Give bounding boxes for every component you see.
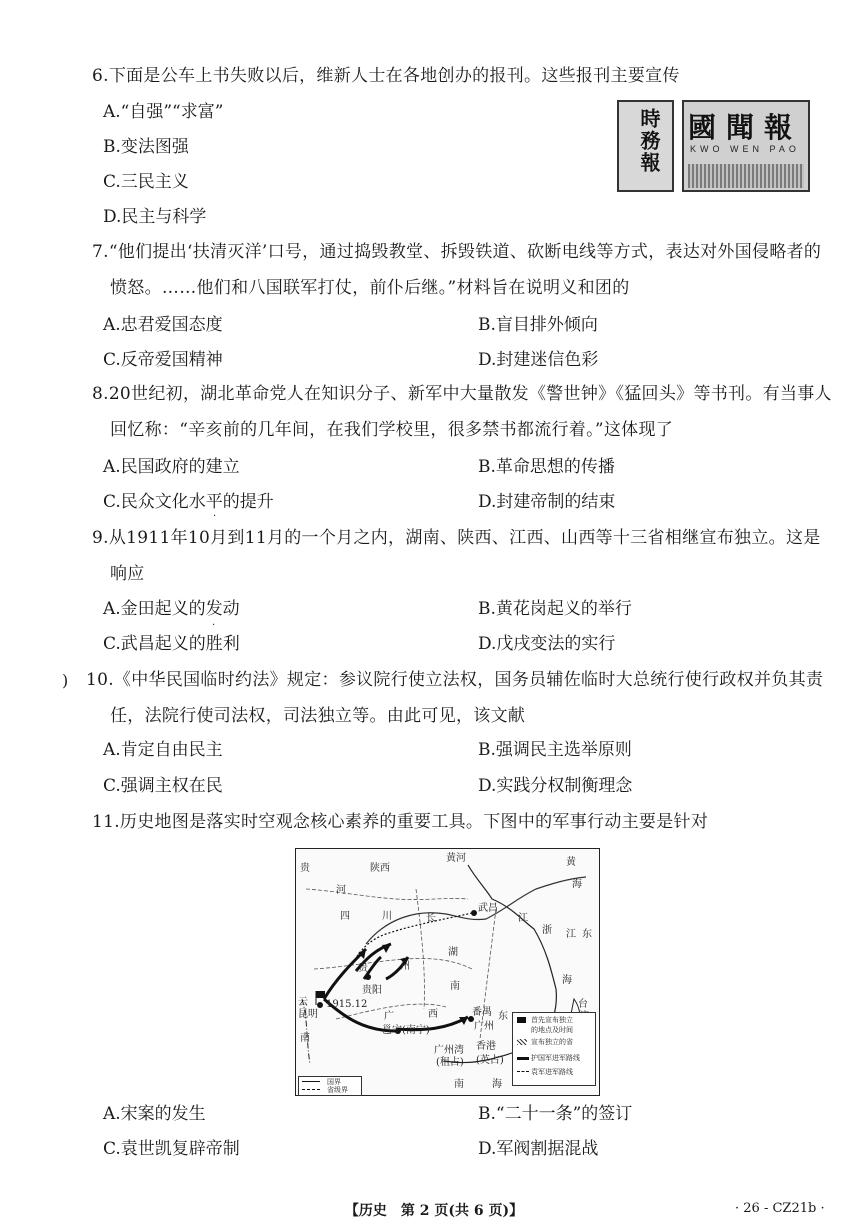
provincial-border — [306, 889, 468, 900]
q11-option-d[interactable]: D.军阀割据混战 — [478, 1139, 599, 1159]
route-arrows — [324, 944, 468, 1031]
q8-option-c[interactable]: C.民众文化水平的提升 — [103, 492, 274, 512]
map-label: (英占) — [476, 1055, 504, 1066]
q7-option-b[interactable]: B.盲目排外倾向 — [478, 315, 598, 335]
q8-option-b[interactable]: B.革命思想的传播 — [478, 457, 615, 477]
legend-provincial-border-icon — [302, 1089, 320, 1090]
map-label: 西 — [428, 1009, 438, 1020]
legend-item: 省级界 — [327, 1086, 348, 1094]
city-dot-guiyang — [365, 974, 371, 980]
exam-code: · 26 - CZ21b · — [735, 1201, 825, 1216]
city-dot-wuchang — [471, 910, 477, 916]
q8-option-a[interactable]: A.民国政府的建立 — [103, 457, 240, 477]
map-label: 贵阳 — [362, 985, 382, 996]
map-label: 南 — [454, 1079, 464, 1090]
legend-item: 首先宣布独立 — [531, 1016, 573, 1024]
yangtze-river — [366, 877, 586, 944]
margin-mark: ) — [62, 671, 69, 690]
map-border-legend — [298, 1076, 362, 1096]
map-label: 东 — [582, 929, 592, 940]
emphasis-dot: · — [212, 620, 216, 631]
map-label: 广州湾 — [434, 1045, 464, 1056]
question-8 — [92, 376, 832, 448]
q9-option-c[interactable]: C.武昌起义的胜利 — [103, 634, 240, 654]
question-8-line1: 8.20世纪初，湖北革命党人在知识分子、新军中大量散发《警世钟》《猛回头》等书刊。有当事人 — [92, 384, 832, 404]
map-label: 贵 — [358, 963, 368, 974]
map-label: 番禺 — [472, 1007, 492, 1018]
question-7 — [92, 234, 822, 306]
map-label: 四 — [340, 911, 350, 922]
q9-option-d[interactable]: D.戊戌变法的实行 — [478, 634, 616, 654]
legend-item: 国界 — [327, 1078, 341, 1086]
q11-option-b[interactable]: B.“二十一条”的签订 — [478, 1104, 633, 1124]
question-7-line1: 7.“他们提出‘扶清灭洋’口号，通过捣毁教堂、拆毁铁道、砍断电线等方式，表达对外国侵略者的 — [92, 242, 822, 262]
q6-option-c[interactable]: C.三民主义 — [103, 172, 189, 192]
guowenbao-english: KWO WEN PAO — [690, 144, 800, 154]
guowenbao-title: 國聞報 — [688, 111, 803, 144]
legend-national-border-icon — [302, 1081, 320, 1082]
emphasis-dot: · — [213, 511, 217, 522]
map-label: 黄 — [566, 857, 576, 868]
guowenbao-newspaper-image — [682, 100, 810, 192]
map-label: 南 — [300, 1033, 310, 1044]
question-10-line1: 10.《中华民国临时约法》规定：参议院行使立法权，国务员辅佐临时大总统行使行政权并负其责 — [86, 670, 824, 690]
provincial-border — [416, 889, 424, 1009]
q10-option-a[interactable]: A.肯定自由民主 — [103, 740, 223, 760]
map-label: 台 — [578, 999, 588, 1010]
map-label: 昆明 — [298, 1009, 318, 1020]
q6-option-b[interactable]: B.变法图强 — [103, 137, 189, 157]
question-6-stem: 6.下面是公车上书失败以后，维新人士在各地创办的报刊。这些报刊主要宣传 — [92, 66, 680, 86]
q6-option-d[interactable]: D.民主与科学 — [103, 207, 207, 227]
map-label: 黄河 — [446, 853, 466, 864]
question-8-line2: 回忆称：“辛亥前的几年间，在我们学校里，很多禁书都流行着。”这体现了 — [110, 420, 674, 440]
shiwubao-newspaper-image — [617, 100, 674, 192]
map-label: 河 — [336, 885, 346, 896]
q7-option-a[interactable]: A.忠君爱国态度 — [103, 315, 223, 335]
map-legend — [512, 1012, 596, 1086]
question-11-stem: 11.历史地图是落实时空观念核心素养的重要工具。下图中的军事行动主要是针对 — [92, 812, 709, 832]
map-label: 武昌 — [478, 903, 498, 914]
map-label: 江 — [518, 913, 528, 924]
map-label: 海 — [562, 975, 572, 986]
map-label: 湖 — [448, 947, 458, 958]
legend-item: 的地点及时间 — [531, 1026, 573, 1034]
map-label: 广州 — [474, 1021, 494, 1032]
map-label: 州 — [400, 961, 410, 972]
question-9-line1: 9.从1911年10月到11月的一个月之内，湖南、陕西、江西、山西等十三省相继宣布独立。这是 — [92, 528, 821, 548]
q8-option-d[interactable]: D.封建帝制的结束 — [478, 492, 616, 512]
question-10-line2: 任，法院行使司法权，司法独立等。由此可见，该文献 — [110, 706, 526, 726]
map-label: 香港 — [476, 1041, 496, 1052]
map-label: 海 — [492, 1079, 502, 1090]
q10-option-b[interactable]: B.强调民主选举原则 — [478, 740, 632, 760]
q7-option-d[interactable]: D.封建迷信色彩 — [478, 350, 599, 370]
newspaper-text-texture — [688, 164, 804, 188]
question-9-line2: 响应 — [110, 564, 145, 584]
question-10 — [86, 662, 824, 734]
map-label: 东 — [498, 1011, 508, 1022]
legend-item: 袁军进军路线 — [531, 1068, 573, 1076]
q10-option-d[interactable]: D.实践分权制衡理念 — [478, 776, 633, 796]
question-9 — [92, 520, 822, 592]
legend-flag-icon — [517, 1017, 526, 1023]
map-label: 川 — [382, 911, 392, 922]
q6-option-a[interactable]: A.“自强”“求富” — [103, 102, 224, 122]
question-6 — [92, 58, 822, 94]
q9-option-b[interactable]: B.黄花岗起义的举行 — [478, 599, 632, 619]
q9-option-a[interactable]: A.金田起义的发动 — [103, 599, 240, 619]
map-label: 南 — [450, 981, 460, 992]
map-label: 陕西 — [370, 863, 390, 874]
map-label: 海 — [572, 879, 582, 890]
map-label: 云 — [298, 997, 308, 1008]
provincial-border — [314, 958, 472, 969]
q11-option-a[interactable]: A.宋案的发生 — [103, 1104, 206, 1124]
map-label: (租占) — [436, 1057, 464, 1068]
map-label: 邕宁(南宁) — [382, 1025, 430, 1036]
map-label: 浙 — [542, 925, 552, 936]
shiwubao-title: 時務報 — [637, 108, 661, 174]
q10-option-c[interactable]: C.强调主权在民 — [103, 776, 223, 796]
q11-option-c[interactable]: C.袁世凯复辟帝制 — [103, 1139, 240, 1159]
map-label: 广 — [384, 1011, 394, 1022]
provincial-border — [480, 909, 496, 1039]
q7-option-c[interactable]: C.反帝爱国精神 — [103, 350, 223, 370]
map-label: 江 — [566, 929, 576, 940]
question-11 — [92, 804, 822, 840]
legend-thick-arrow-icon — [517, 1057, 529, 1060]
map-label: 长 — [426, 913, 436, 924]
legend-hatch-icon — [517, 1039, 527, 1045]
city-dot-kunming — [317, 1002, 323, 1008]
legend-thin-arrow-icon — [517, 1071, 529, 1072]
legend-item: 护国军进军路线 — [531, 1054, 580, 1062]
page-footer: 【历史 第 2 页(共 6 页)】 — [344, 1203, 524, 1219]
question-7-line2: 愤怒。……他们和八国联军打仗，前仆后继。”材料旨在说明义和团的 — [110, 278, 630, 298]
legend-item: 宣布独立的省 — [531, 1038, 573, 1046]
map-label: 贵 — [300, 863, 310, 874]
map-label: 1915.12 — [326, 999, 368, 1010]
